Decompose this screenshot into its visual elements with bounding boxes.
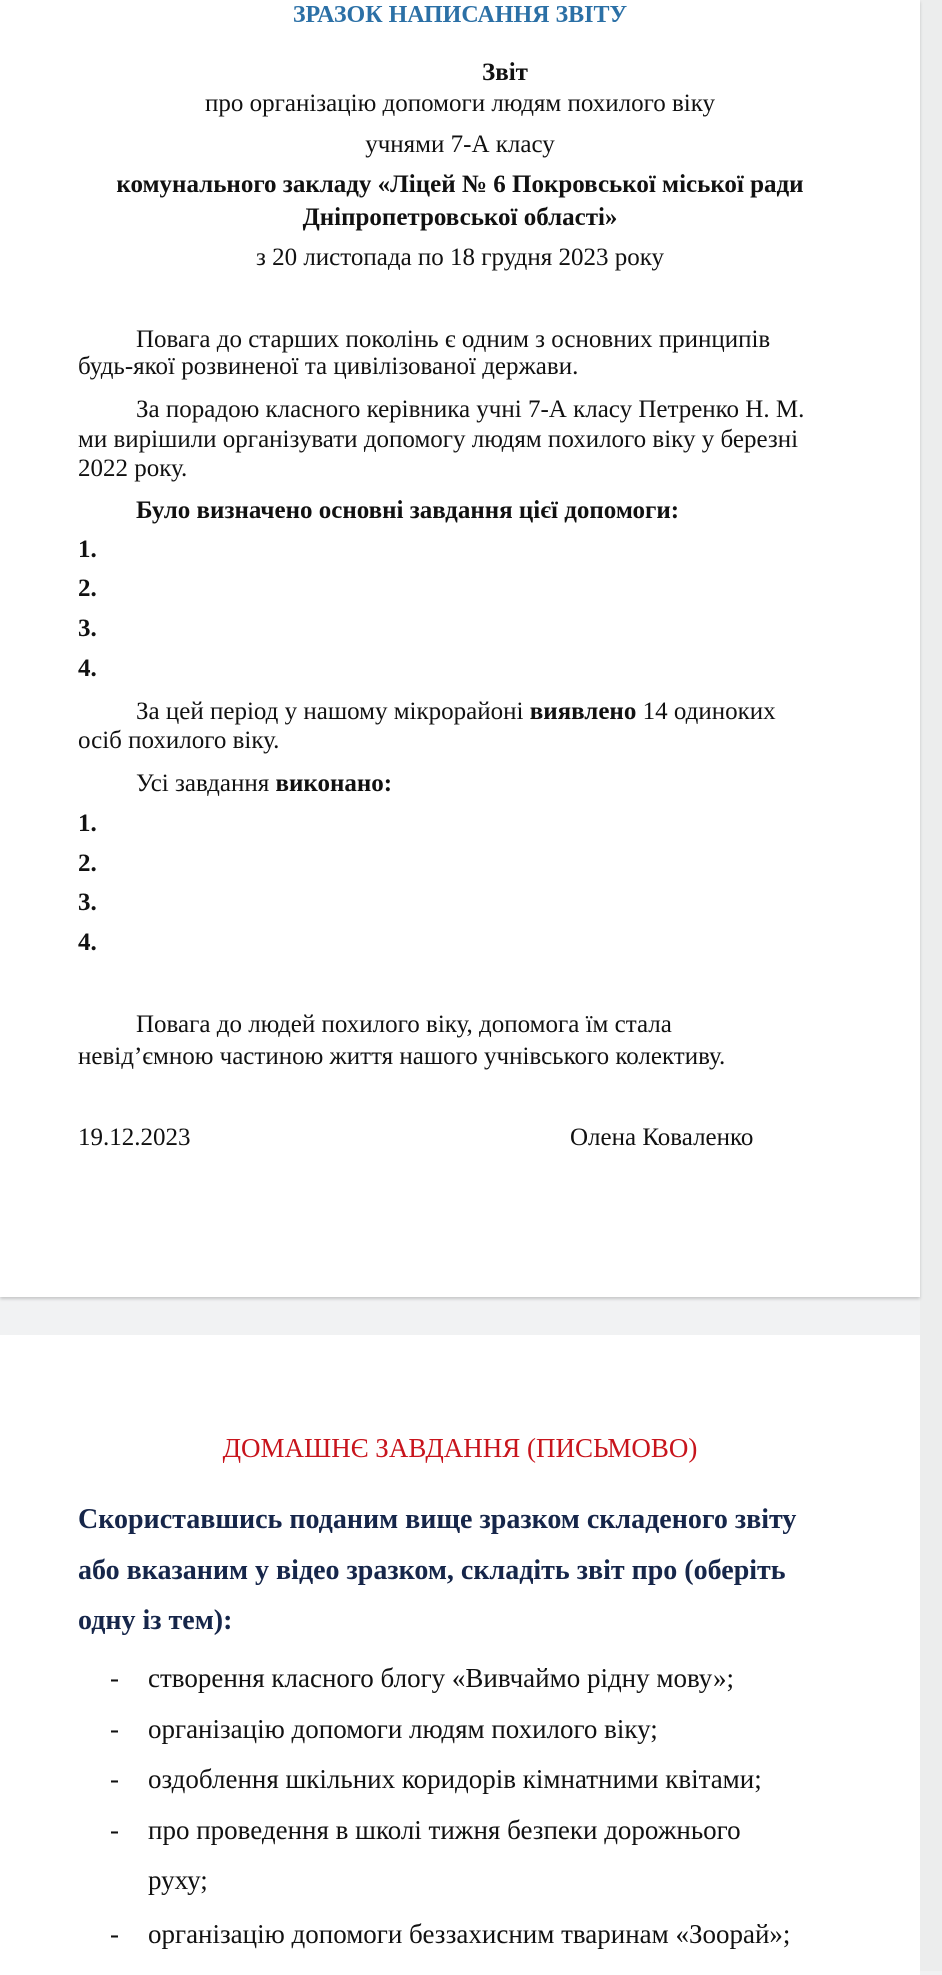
done-item: 2.: [78, 850, 97, 877]
bullet-marker: -: [110, 1815, 119, 1845]
bold-text: виявлено: [529, 698, 637, 725]
topic-item: створення класного блогу «Вивчаймо рідну мову»;: [148, 1663, 734, 1693]
bullet-marker: -: [110, 1714, 119, 1744]
topic-item: про проведення в школі тижня безпеки дорожнього: [148, 1815, 741, 1845]
report-subtitle: про організацію допомоги людям похилого віку: [204, 90, 716, 117]
bullet-marker: -: [110, 1764, 119, 1794]
paragraph: осіб похилого віку.: [78, 727, 280, 754]
bullet-marker: -: [110, 1663, 119, 1693]
sample-heading: ЗРАЗОК НАПИСАННЯ ЗВІТУ: [292, 2, 628, 28]
done-heading: [136, 769, 392, 799]
task-item: 2.: [78, 575, 97, 602]
text: 14 одиноких: [636, 698, 776, 725]
task-item: 3.: [78, 615, 97, 642]
homework-heading: ДОМАШНЄ ЗАВДАННЯ (ПИСЬМОВО): [222, 1433, 698, 1463]
paragraph: 2022 року.: [78, 455, 188, 482]
report-date: 19.12.2023: [78, 1124, 191, 1151]
conclusion: Повага до людей похилого віку, допомога їм стала: [136, 1011, 672, 1038]
topic-item: організацію допомоги людям похилого віку;: [148, 1714, 658, 1744]
institution: комунального закладу «Ліцей № 6 Покровської міської ради: [116, 171, 804, 198]
paragraph: ми вирішили організувати допомогу людям похилого віку у березні: [78, 426, 799, 453]
bold-text: виконано:: [275, 770, 393, 797]
conclusion: невід’ємною частиною життя нашого учнівського колективу.: [78, 1043, 726, 1070]
scrollbar-track[interactable]: [920, 0, 942, 1971]
text: За цей період у нашому мікрорайоні: [136, 698, 530, 725]
text: Усі завдання: [136, 770, 276, 797]
topic-item: організацію допомоги беззахисним тваринам «Зоорай»;: [148, 1919, 791, 1949]
paragraph: Повага до старших поколінь є одним з основних принципів: [136, 326, 771, 353]
done-item: 3.: [78, 889, 97, 916]
task-item: 4.: [78, 655, 97, 682]
task-item: 1.: [78, 536, 97, 563]
done-item: 1.: [78, 810, 97, 837]
homework-instruction: Скориставшись поданим вище зразком складеного звіту: [78, 1504, 797, 1535]
paragraph: [136, 697, 776, 727]
report-subtitle: учнями 7-А класу: [365, 131, 555, 158]
paragraph: будь-якої розвиненої та цивілізованої держави.: [78, 353, 579, 380]
institution: Дніпропетровської області»: [302, 204, 618, 231]
homework-page: [0, 1335, 920, 1975]
paragraph: За порадою класного керівника учні 7-А класу Петренко Н. М.: [136, 396, 805, 423]
report-period: з 20 листопада по 18 грудня 2023 року: [255, 244, 665, 271]
homework-instruction: або вказаним у відео зразком, складіть звіт про (оберіть: [78, 1555, 786, 1586]
tasks-heading: Було визначено основні завдання цієї допомоги:: [136, 497, 680, 524]
report-title: Звіт: [482, 59, 528, 86]
report-author: Олена Коваленко: [570, 1124, 754, 1151]
bullet-marker: -: [110, 1919, 119, 1949]
topic-item: руху;: [148, 1865, 208, 1895]
topic-item: оздоблення шкільних коридорів кімнатними квітами;: [148, 1764, 762, 1794]
done-item: 4.: [78, 929, 97, 956]
homework-instruction: одну із тем):: [78, 1605, 233, 1636]
